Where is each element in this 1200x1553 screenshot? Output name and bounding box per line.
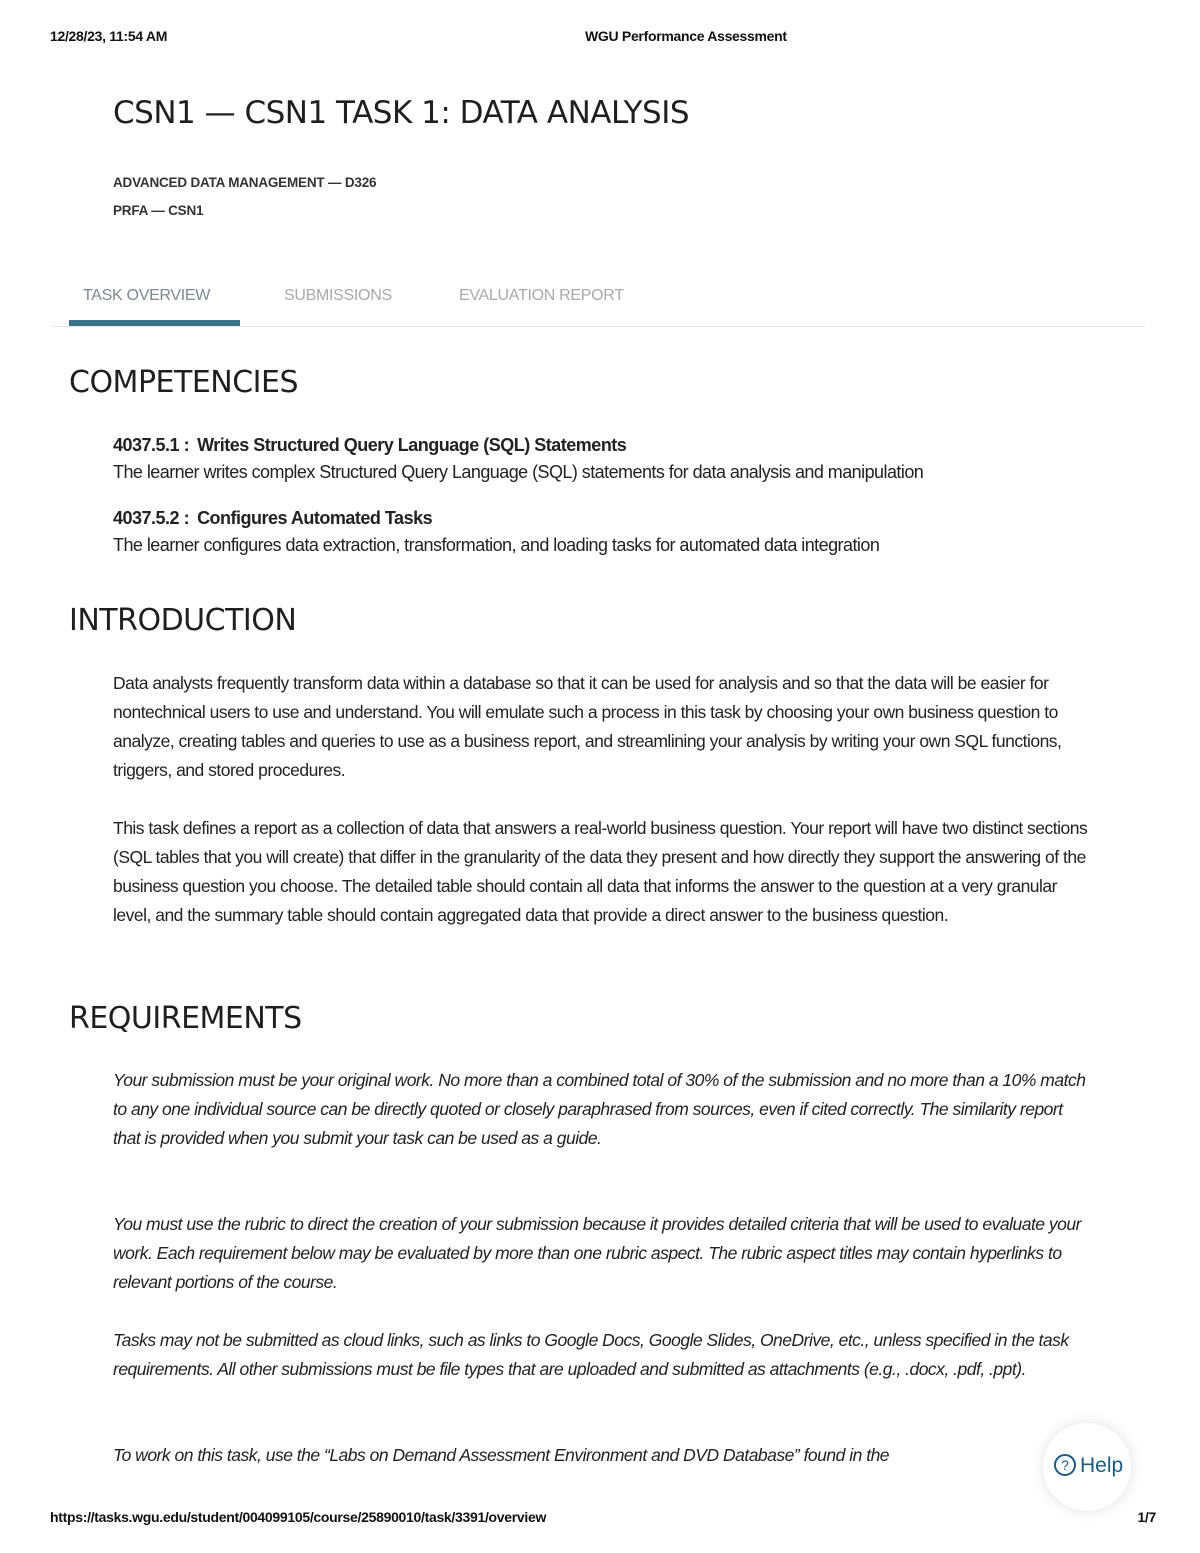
requirements-paragraph: You must use the rubric to direct the creation of your submission because it provides detailed criteria that will be used to evaluate your work. Each requirement below may be evaluated by more than one rubric aspect. The rubric aspect titles may contain hyperlinks to relevant portions of the course. — [113, 1214, 1081, 1292]
competency-title: Configures Automated Tasks — [197, 508, 433, 528]
tab-evaluation-report[interactable]: EVALUATION REPORT — [459, 287, 624, 304]
assessment-subtitle: PRFA — CSN1 — [113, 203, 204, 218]
help-button[interactable] — [1043, 1423, 1131, 1511]
tab-bar — [53, 272, 1145, 327]
introduction-paragraph: Data analysts frequently transform data within a database so that it can be used for analysis and so that the data will be easier for nontechnical users to use and understand. You will emulate such a process in this task by choosing your own business question to analyze, creating tables and queries to use as a business report, and streamlining your analysis by writing your own SQL functions, triggers, and stored procedures. — [113, 673, 1062, 780]
competency-title: Writes Structured Query Language (SQL) Statements — [197, 435, 627, 455]
help-label: Help — [1080, 1454, 1124, 1477]
print-page-number: 1/7 — [1137, 1509, 1156, 1525]
active-tab-indicator — [69, 320, 240, 326]
competency-code: 4037.5.1 : — [113, 435, 190, 455]
competency-description: The learner configures data extraction, transformation, and loading tasks for automated data integration — [113, 535, 880, 555]
competency-item — [113, 432, 1113, 486]
page-title: CSN1 — CSN1 TASK 1: DATA ANALYSIS — [113, 95, 690, 131]
question-circle-icon: ? — [1054, 1454, 1076, 1476]
help-button-content — [1054, 1454, 1123, 1480]
print-header — [50, 28, 1160, 48]
competency-item — [113, 505, 1113, 559]
competency-title-row — [113, 432, 1113, 458]
print-page-title: WGU Performance Assessment — [585, 28, 787, 44]
print-footer — [50, 1509, 1156, 1529]
print-url: https://tasks.wgu.edu/student/004099105/course/25890010/task/3391/overview — [50, 1509, 547, 1525]
competencies-heading: COMPETENCIES — [69, 365, 299, 400]
competency-title-row — [113, 505, 1113, 531]
requirements-paragraph: Your submission must be your original work. No more than a combined total of 30% of the submission and no more than a 10% match to any one individual source can be directly quoted or closely paraphrased from sources, even if cited correctly. The similarity report that is provided when you submit your task can be used as a guide. — [113, 1070, 1086, 1148]
tab-submissions[interactable]: SUBMISSIONS — [284, 287, 392, 304]
requirements-heading: REQUIREMENTS — [69, 1001, 302, 1036]
competency-description: The learner writes complex Structured Query Language (SQL) statements for data analysis and manipulation — [113, 462, 924, 482]
competency-code: 4037.5.2 : — [113, 508, 190, 528]
requirements-paragraph: To work on this task, use the “Labs on Demand Assessment Environment and DVD Database” found in the — [113, 1445, 890, 1465]
requirements-paragraph: Tasks may not be submitted as cloud links, such as links to Google Docs, Google Slides, OneDrive, etc., unless specified in the task requirements. All other submissions must be file types that are uploaded and submitted as attachments (e.g., .docx, .pdf, .ppt). — [113, 1330, 1069, 1379]
tab-task-overview[interactable]: TASK OVERVIEW — [83, 287, 211, 304]
introduction-heading: INTRODUCTION — [69, 603, 297, 638]
course-subtitle: ADVANCED DATA MANAGEMENT — D326 — [113, 175, 377, 190]
introduction-paragraph: This task defines a report as a collection of data that answers a real-world business question. Your report will have two distinct sections (SQL tables that you will create) that differ in the granularity of the data they present and how directly they support the answering of the business question you choose. The detailed table should contain all data that informs the answer to the question at a very granular level, and the summary table should contain aggregated data that provide a direct answer to the business question. — [113, 818, 1088, 925]
print-datetime: 12/28/23, 11:54 AM — [50, 28, 168, 44]
